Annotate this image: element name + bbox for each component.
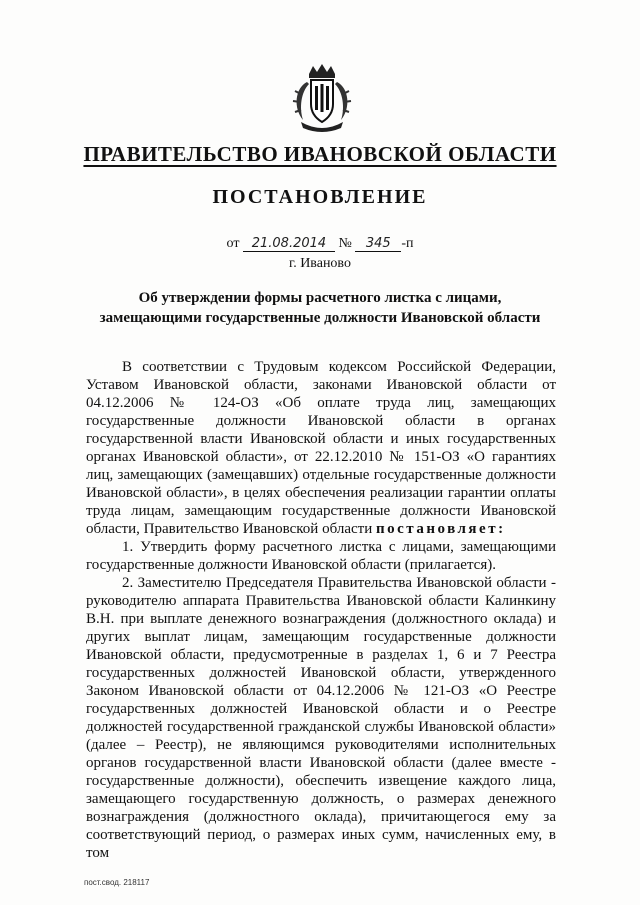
item-2-paragraph: 2. Заместителю Председателя Правительства Ивановской области - руководителю аппарата Правительства Ивановской области Калинкину В.Н. при выплате денежного вознаграждения (должностного оклада) и других выплат лицам, замещающим государственные должности Ивановской области, предусмотренные в разделах 1, 6 и 7 Реестра государственных должностей Ивановской области, утвержденного Законом Ивановской области от 04.12.2006 № 121-ОЗ «О Реестре государственных должностей Ивановской области и о Реестре должностей государственной гражданской службы Ивановской области» (далее – Реестр), не являющимся руководителями исполнительных органов государственной власти Ивановской области (далее вместе - государственные должности), обеспечить извещение каждого лица, замещающего государственную должность, о размерах денежного вознаграждения (должностного оклада), причитающегося ему за соответствующий период, о размерах иных сумм, начисленных ему, в том [86, 575, 556, 861]
coat-of-arms-icon [287, 64, 357, 134]
document-title: Об утверждении формы расчетного листка с лицами, замещающими государственные должности Ивановской области [99, 290, 541, 326]
handwritten-date: 21.08.2014 [243, 237, 335, 252]
number-prefix: № [338, 236, 352, 251]
footer-code: пост.свод. 218117 [84, 878, 150, 887]
city: г. Иваново [289, 256, 351, 271]
decrees-word: постановляет: [375, 521, 506, 537]
intro-text: В соответствии с Трудовым кодексом Российской Федерации, Уставом Ивановской области, законами Ивановской области от 04.12.2006 № 124-ОЗ «Об оплате труда лиц, замещающих государственные должности Ивановской области в органах государственной власти Ивановской области и иных государственных органах Ивановской области», от 22.12.2010 № 151-ОЗ «О гарантиях лиц, замещающих (замещавших) отдельные государственные должности Ивановской области», в целях обеспечения реализации гарантии оплаты труда лицам, замещающим государственные должности Ивановской области, Правительство Ивановской области [86, 359, 556, 537]
item-1-paragraph: 1. Утвердить форму расчетного листка с лицами, замещающими государственные должности Ивановской области (прилагается). [86, 539, 556, 573]
intro-paragraph [86, 358, 556, 538]
government-heading: ПРАВИТЕЛЬСТВО ИВАНОВСКОЙ ОБЛАСТИ [83, 142, 557, 166]
date-prefix: от [226, 236, 240, 251]
document-body [86, 358, 556, 862]
date-number-line [0, 236, 640, 252]
handwritten-number: 345 [355, 237, 401, 252]
number-suffix: -п [401, 236, 414, 251]
document-type-heading: ПОСТАНОВЛЕНИЕ [212, 186, 428, 208]
